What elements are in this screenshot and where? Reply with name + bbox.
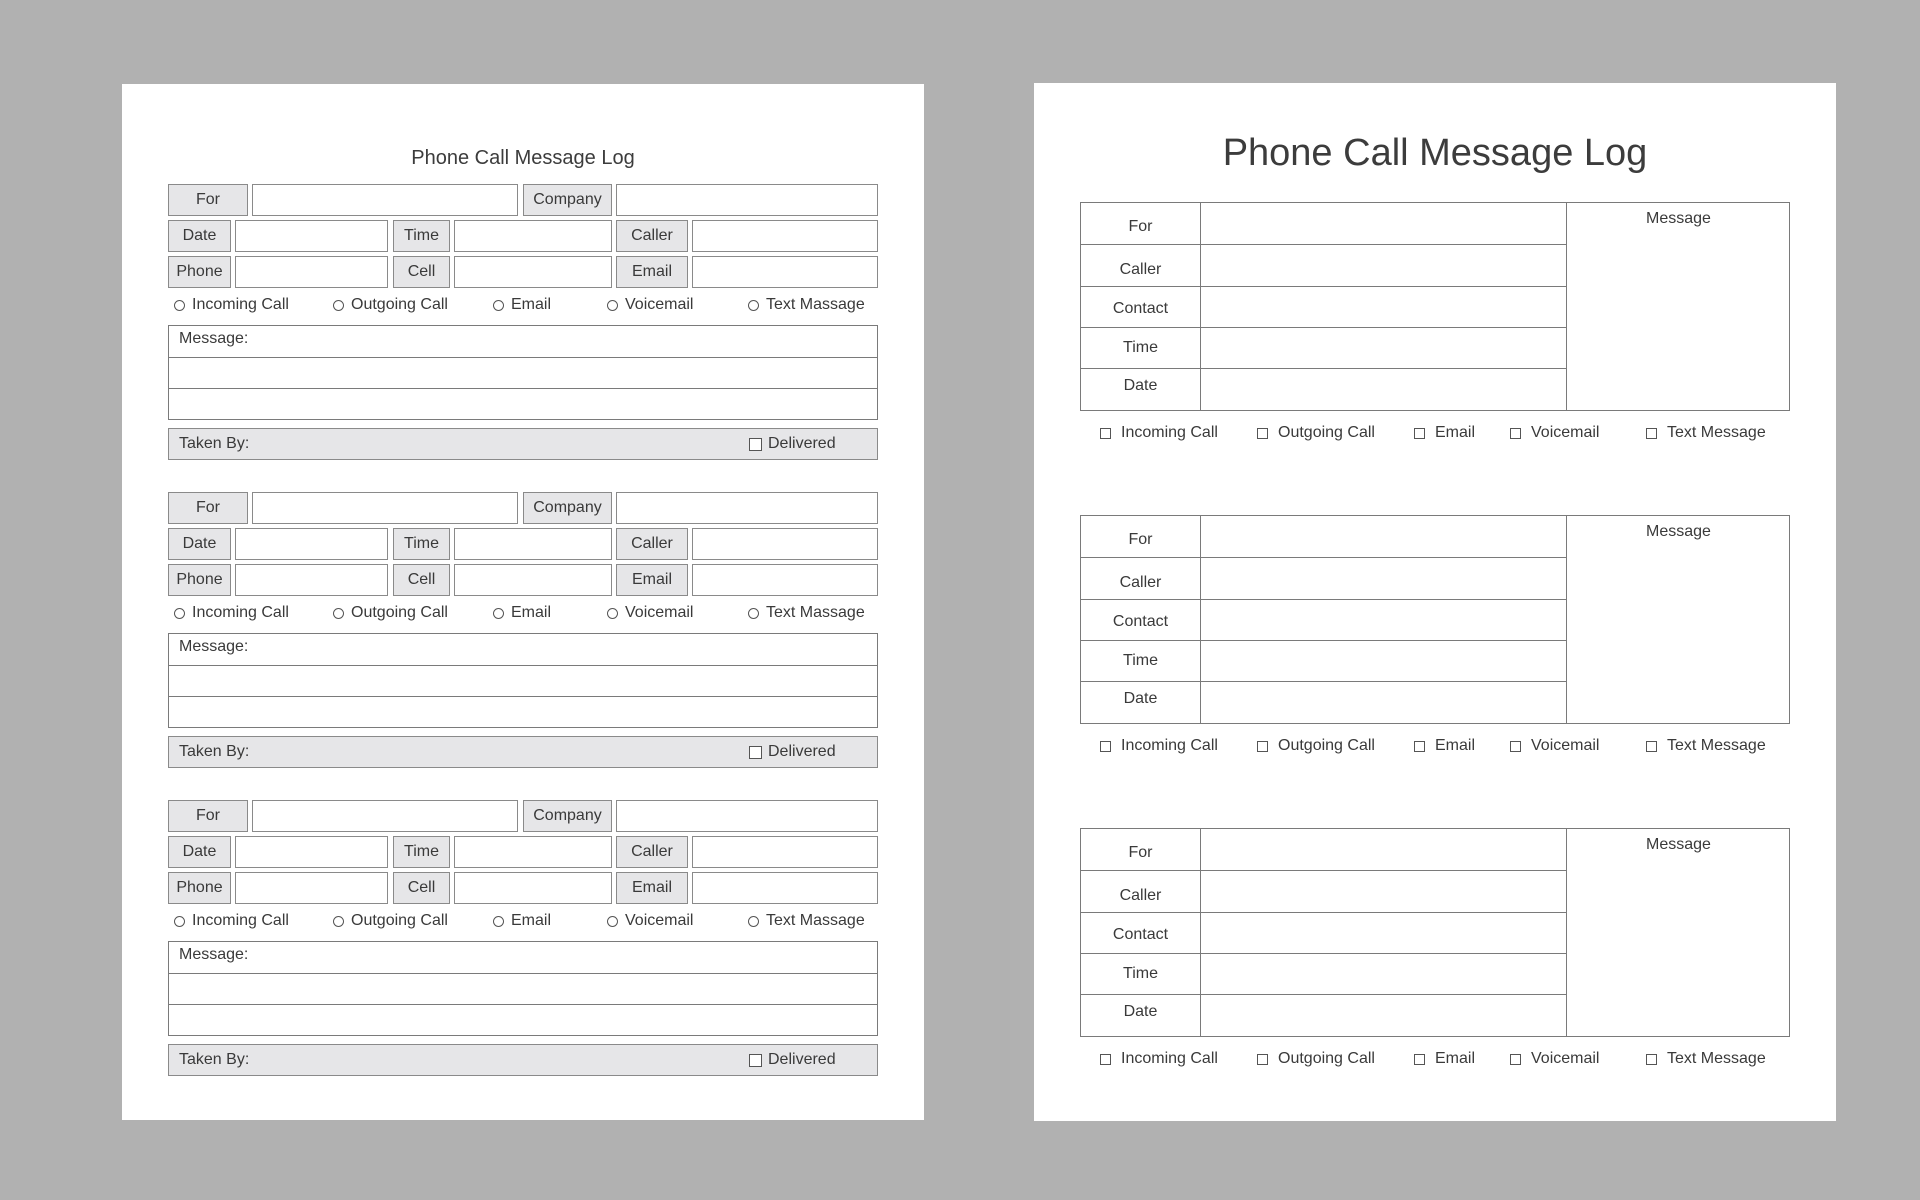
option-label: Outgoing Call <box>351 296 448 313</box>
message-entry <box>1080 828 1790 1078</box>
checkbox-icon[interactable] <box>1510 741 1521 752</box>
for-field[interactable] <box>252 492 518 524</box>
contact-type-option[interactable] <box>174 293 289 317</box>
delivered-label: Delivered <box>768 1051 836 1068</box>
for-field[interactable] <box>252 800 518 832</box>
checkbox-icon[interactable] <box>1257 741 1268 752</box>
contact-type-options <box>1080 421 1790 445</box>
caller-label: Caller <box>616 836 688 868</box>
message-table <box>1080 515 1790 724</box>
time-label: Time <box>393 528 450 560</box>
message-column-header: Message <box>1646 523 1711 540</box>
row-value-field[interactable] <box>1201 328 1565 368</box>
contact-type-option[interactable] <box>1414 734 1475 758</box>
for-label: For <box>168 184 248 216</box>
option-label: Voicemail <box>1531 424 1600 441</box>
contact-type-options <box>1080 1047 1790 1071</box>
checkbox-icon[interactable] <box>1257 428 1268 439</box>
time-label: Time <box>393 836 450 868</box>
option-label: Text Message <box>1667 1050 1766 1067</box>
radio-circle-icon[interactable] <box>333 916 344 927</box>
row-label: Contact <box>1112 926 1169 943</box>
message-rule-line <box>169 357 877 358</box>
radio-circle-icon[interactable] <box>174 300 185 311</box>
radio-circle-icon[interactable] <box>607 916 618 927</box>
phone-field[interactable] <box>235 564 388 596</box>
option-label: Voicemail <box>1531 1050 1600 1067</box>
message-rule-line <box>169 665 877 666</box>
taken-by-label: Taken By: <box>179 435 250 452</box>
contact-type-option[interactable] <box>1257 1047 1375 1071</box>
taken-by-label: Taken By: <box>179 1051 250 1068</box>
date-label: Date <box>168 528 231 560</box>
contact-type-option[interactable] <box>748 293 865 317</box>
for-label: For <box>168 492 248 524</box>
option-label: Voicemail <box>625 912 694 929</box>
option-label: Email <box>511 912 552 929</box>
time-field[interactable] <box>454 220 612 252</box>
for-label: For <box>168 800 248 832</box>
option-label: Incoming Call <box>1121 737 1218 754</box>
row-label: Date <box>1123 1003 1158 1020</box>
email-field[interactable] <box>692 564 878 596</box>
contact-type-option[interactable] <box>1100 1047 1218 1071</box>
checkbox-icon[interactable] <box>1510 428 1521 439</box>
row-label: Caller <box>1119 261 1162 278</box>
contact-type-option[interactable] <box>1510 421 1599 445</box>
row-value-field[interactable] <box>1201 245 1565 286</box>
message-area[interactable] <box>1567 233 1789 410</box>
contact-type-option[interactable] <box>607 909 693 933</box>
delivered-checkbox[interactable] <box>749 435 836 453</box>
contact-type-options <box>168 909 878 933</box>
row-label: Time <box>1123 965 1158 982</box>
contact-type-option[interactable] <box>493 293 551 317</box>
radio-circle-icon[interactable] <box>493 916 504 927</box>
row-value-field[interactable] <box>1201 995 1565 1036</box>
contact-type-option[interactable] <box>333 909 448 933</box>
time-label: Time <box>393 220 450 252</box>
email-field[interactable] <box>692 872 878 904</box>
contact-type-options <box>168 293 878 317</box>
message-label: Message: <box>179 638 249 655</box>
cell-field[interactable] <box>454 564 612 596</box>
cell-field[interactable] <box>454 256 612 288</box>
option-label: Email <box>1435 1050 1476 1067</box>
message-entry <box>168 800 878 1084</box>
message-rule-line <box>169 1004 877 1005</box>
radio-circle-icon[interactable] <box>748 608 759 619</box>
cell-field[interactable] <box>454 872 612 904</box>
company-label: Company <box>523 492 612 524</box>
message-area[interactable] <box>1567 546 1789 723</box>
option-label: Email <box>1435 424 1476 441</box>
contact-type-option[interactable] <box>1257 421 1375 445</box>
option-label: Text Message <box>1667 737 1766 754</box>
cell-label: Cell <box>393 564 450 596</box>
message-table <box>1080 202 1790 411</box>
contact-type-option[interactable] <box>493 601 551 625</box>
radio-circle-icon[interactable] <box>174 608 185 619</box>
date-field[interactable] <box>235 528 388 560</box>
caller-field[interactable] <box>692 836 878 868</box>
email-label: Email <box>616 256 688 288</box>
row-value-field[interactable] <box>1201 682 1565 723</box>
message-entry <box>1080 202 1790 452</box>
message-entry <box>168 492 878 776</box>
row-value-field[interactable] <box>1201 369 1565 410</box>
radio-circle-icon[interactable] <box>493 608 504 619</box>
option-label: Email <box>511 604 552 621</box>
option-label: Text Message <box>1667 424 1766 441</box>
option-label: Incoming Call <box>192 912 289 929</box>
contact-type-option[interactable] <box>333 601 448 625</box>
email-label: Email <box>616 872 688 904</box>
message-box[interactable] <box>168 325 878 420</box>
company-field[interactable] <box>616 800 878 832</box>
row-label: Date <box>1123 690 1158 707</box>
row-value-field[interactable] <box>1201 516 1565 557</box>
option-label: Incoming Call <box>192 296 289 313</box>
left-page <box>122 84 924 1120</box>
row-value-field[interactable] <box>1201 203 1565 244</box>
option-label: Outgoing Call <box>351 604 448 621</box>
radio-circle-icon[interactable] <box>493 300 504 311</box>
checkbox-icon[interactable] <box>749 1054 762 1067</box>
row-value-field[interactable] <box>1201 871 1565 912</box>
option-label: Text Massage <box>766 296 865 313</box>
taken-by-label: Taken By: <box>179 743 250 760</box>
date-field[interactable] <box>235 220 388 252</box>
message-box[interactable] <box>168 941 878 1036</box>
row-label: Contact <box>1112 613 1169 630</box>
contact-type-option[interactable] <box>1100 734 1218 758</box>
row-label: Time <box>1123 339 1158 356</box>
radio-circle-icon[interactable] <box>748 916 759 927</box>
row-value-field[interactable] <box>1201 913 1565 953</box>
company-label: Company <box>523 800 612 832</box>
row-label: Caller <box>1119 574 1162 591</box>
contact-type-option[interactable] <box>748 909 865 933</box>
contact-type-option[interactable] <box>174 601 289 625</box>
option-label: Outgoing Call <box>1278 1050 1375 1067</box>
radio-circle-icon[interactable] <box>333 300 344 311</box>
message-area[interactable] <box>1567 859 1789 1036</box>
contact-type-option[interactable] <box>1510 1047 1599 1071</box>
checkbox-icon[interactable] <box>1414 428 1425 439</box>
radio-circle-icon[interactable] <box>607 300 618 311</box>
checkbox-icon[interactable] <box>749 746 762 759</box>
contact-type-option[interactable] <box>1100 421 1218 445</box>
checkbox-icon[interactable] <box>1414 1054 1425 1065</box>
email-field[interactable] <box>692 256 878 288</box>
checkbox-icon[interactable] <box>1414 741 1425 752</box>
phone-label: Phone <box>168 872 231 904</box>
contact-type-option[interactable] <box>607 601 693 625</box>
delivered-checkbox[interactable] <box>749 743 836 761</box>
radio-circle-icon[interactable] <box>607 608 618 619</box>
caller-label: Caller <box>616 528 688 560</box>
radio-circle-icon[interactable] <box>333 608 344 619</box>
row-value-field[interactable] <box>1201 600 1565 640</box>
contact-type-option[interactable] <box>174 909 289 933</box>
message-label: Message: <box>179 946 249 963</box>
option-label: Incoming Call <box>192 604 289 621</box>
caller-field[interactable] <box>692 220 878 252</box>
delivered-checkbox[interactable] <box>749 1051 836 1069</box>
checkbox-icon[interactable] <box>1646 428 1657 439</box>
option-label: Email <box>511 296 552 313</box>
phone-field[interactable] <box>235 872 388 904</box>
checkbox-icon[interactable] <box>1100 741 1111 752</box>
caller-label: Caller <box>616 220 688 252</box>
message-rule-line <box>169 696 877 697</box>
row-value-field[interactable] <box>1201 829 1565 870</box>
date-field[interactable] <box>235 836 388 868</box>
contact-type-option[interactable] <box>1414 421 1475 445</box>
row-label: Contact <box>1112 300 1169 317</box>
checkbox-icon[interactable] <box>749 438 762 451</box>
row-label: For <box>1128 844 1153 861</box>
taken-by-bar[interactable] <box>168 1044 878 1076</box>
checkbox-icon[interactable] <box>1100 428 1111 439</box>
row-value-field[interactable] <box>1201 287 1565 327</box>
message-entry <box>168 184 878 468</box>
message-table <box>1080 828 1790 1037</box>
option-label: Voicemail <box>625 604 694 621</box>
option-label: Voicemail <box>1531 737 1600 754</box>
contact-type-option[interactable] <box>1646 1047 1766 1071</box>
checkbox-icon[interactable] <box>1646 741 1657 752</box>
row-value-field[interactable] <box>1201 641 1565 681</box>
checkbox-icon[interactable] <box>1100 1054 1111 1065</box>
contact-type-options <box>168 601 878 625</box>
time-field[interactable] <box>454 836 612 868</box>
contact-type-option[interactable] <box>1646 734 1766 758</box>
time-field[interactable] <box>454 528 612 560</box>
left-page-title: Phone Call Message Log <box>411 147 635 169</box>
message-rule-line <box>169 388 877 389</box>
right-page <box>1034 83 1836 1121</box>
message-label: Message: <box>179 330 249 347</box>
option-label: Outgoing Call <box>351 912 448 929</box>
option-label: Text Massage <box>766 604 865 621</box>
message-box[interactable] <box>168 633 878 728</box>
cell-label: Cell <box>393 256 450 288</box>
cell-label: Cell <box>393 872 450 904</box>
option-label: Text Massage <box>766 912 865 929</box>
contact-type-option[interactable] <box>748 601 865 625</box>
contact-type-option[interactable] <box>1646 421 1766 445</box>
option-label: Outgoing Call <box>1278 737 1375 754</box>
phone-label: Phone <box>168 564 231 596</box>
message-column-header: Message <box>1646 836 1711 853</box>
checkbox-icon[interactable] <box>1646 1054 1657 1065</box>
row-label: Time <box>1123 652 1158 669</box>
row-label: For <box>1128 218 1153 235</box>
contact-type-options <box>1080 734 1790 758</box>
for-field[interactable] <box>252 184 518 216</box>
message-column-header: Message <box>1646 210 1711 227</box>
delivered-label: Delivered <box>768 435 836 452</box>
contact-type-option[interactable] <box>1257 734 1375 758</box>
option-label: Incoming Call <box>1121 424 1218 441</box>
phone-label: Phone <box>168 256 231 288</box>
date-label: Date <box>168 836 231 868</box>
contact-type-option[interactable] <box>1414 1047 1475 1071</box>
date-label: Date <box>168 220 231 252</box>
row-value-field[interactable] <box>1201 558 1565 599</box>
company-field[interactable] <box>616 492 878 524</box>
radio-circle-icon[interactable] <box>174 916 185 927</box>
radio-circle-icon[interactable] <box>748 300 759 311</box>
row-label: Date <box>1123 377 1158 394</box>
taken-by-bar[interactable] <box>168 428 878 460</box>
option-label: Email <box>1435 737 1476 754</box>
company-field[interactable] <box>616 184 878 216</box>
checkbox-icon[interactable] <box>1510 1054 1521 1065</box>
caller-field[interactable] <box>692 528 878 560</box>
contact-type-option[interactable] <box>493 909 551 933</box>
contact-type-option[interactable] <box>607 293 693 317</box>
contact-type-option[interactable] <box>333 293 448 317</box>
option-label: Incoming Call <box>1121 1050 1218 1067</box>
delivered-label: Delivered <box>768 743 836 760</box>
row-label: For <box>1128 531 1153 548</box>
option-label: Voicemail <box>625 296 694 313</box>
contact-type-option[interactable] <box>1510 734 1599 758</box>
message-entry <box>1080 515 1790 765</box>
row-label: Caller <box>1119 887 1162 904</box>
phone-field[interactable] <box>235 256 388 288</box>
email-label: Email <box>616 564 688 596</box>
option-label: Outgoing Call <box>1278 424 1375 441</box>
checkbox-icon[interactable] <box>1257 1054 1268 1065</box>
company-label: Company <box>523 184 612 216</box>
right-page-title: Phone Call Message Log <box>1222 132 1648 174</box>
message-rule-line <box>169 973 877 974</box>
taken-by-bar[interactable] <box>168 736 878 768</box>
row-value-field[interactable] <box>1201 954 1565 994</box>
